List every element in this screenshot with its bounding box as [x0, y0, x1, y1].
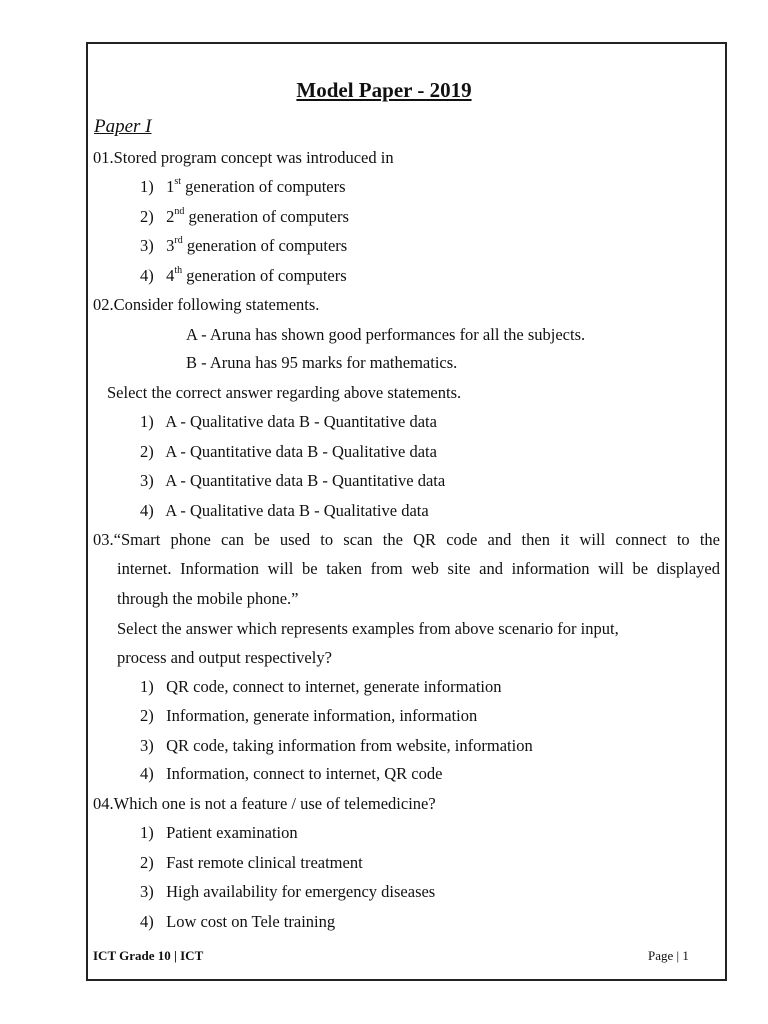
question-1: 01.Stored program concept was introduced in: [93, 148, 394, 167]
question-3-line-2: internet. Information will be taken from web site and information will be displayed: [117, 559, 720, 578]
q3-option-1: 1) QR code, connect to internet, generate information: [140, 677, 502, 696]
q1-option-2: 2) 2nd generation of computers: [140, 205, 349, 226]
question-3-line-5: process and output respectively?: [117, 648, 332, 667]
q3-option-3: 3) QR code, taking information from website, information: [140, 736, 533, 755]
q2-statement-a: A - Aruna has shown good performances for all the subjects.: [186, 325, 586, 344]
question-4: 04.Which one is not a feature / use of telemedicine?: [93, 794, 436, 813]
page-title: Model Paper - 2019: [296, 78, 472, 102]
q3-option-2: 2) Information, generate information, information: [140, 706, 478, 725]
question-2: 02.Consider following statements.: [93, 295, 320, 314]
paper-label: Paper I: [94, 116, 152, 137]
q2-statement-b: B - Aruna has 95 marks for mathematics.: [186, 353, 458, 372]
q2-prompt: Select the correct answer regarding above statements.: [107, 383, 462, 402]
q2-option-1: 1) A - Qualitative data B - Quantitative data: [140, 412, 437, 431]
q4-option-3: 3) High availability for emergency diseases: [140, 882, 436, 901]
q1-option-4: 4) 4th generation of computers: [140, 264, 347, 285]
q2-option-4: 4) A - Qualitative data B - Qualitative data: [140, 501, 429, 520]
q3-option-4: 4) Information, connect to internet, QR code: [140, 764, 443, 783]
question-3-line-1: 03.“Smart phone can be used to scan the QR code and then it will connect to the: [93, 530, 720, 549]
q4-option-4: 4) Low cost on Tele training: [140, 912, 336, 931]
q1-option-3: 3) 3rd generation of computers: [140, 234, 348, 255]
question-3-line-3: through the mobile phone.”: [117, 589, 299, 608]
q4-option-2: 2) Fast remote clinical treatment: [140, 853, 363, 872]
q2-option-3: 3) A - Quantitative data B - Quantitative data: [140, 471, 446, 490]
question-3-line-4: Select the answer which represents examples from above scenario for input,: [117, 619, 619, 638]
q4-option-1: 1) Patient examination: [140, 823, 298, 842]
q1-option-1: 1) 1st generation of computers: [140, 175, 346, 196]
footer-subject: ICT Grade 10 | ICT: [93, 948, 204, 963]
footer-page-number: Page | 1: [648, 948, 689, 963]
q2-option-2: 2) A - Quantitative data B - Qualitative data: [140, 442, 437, 461]
